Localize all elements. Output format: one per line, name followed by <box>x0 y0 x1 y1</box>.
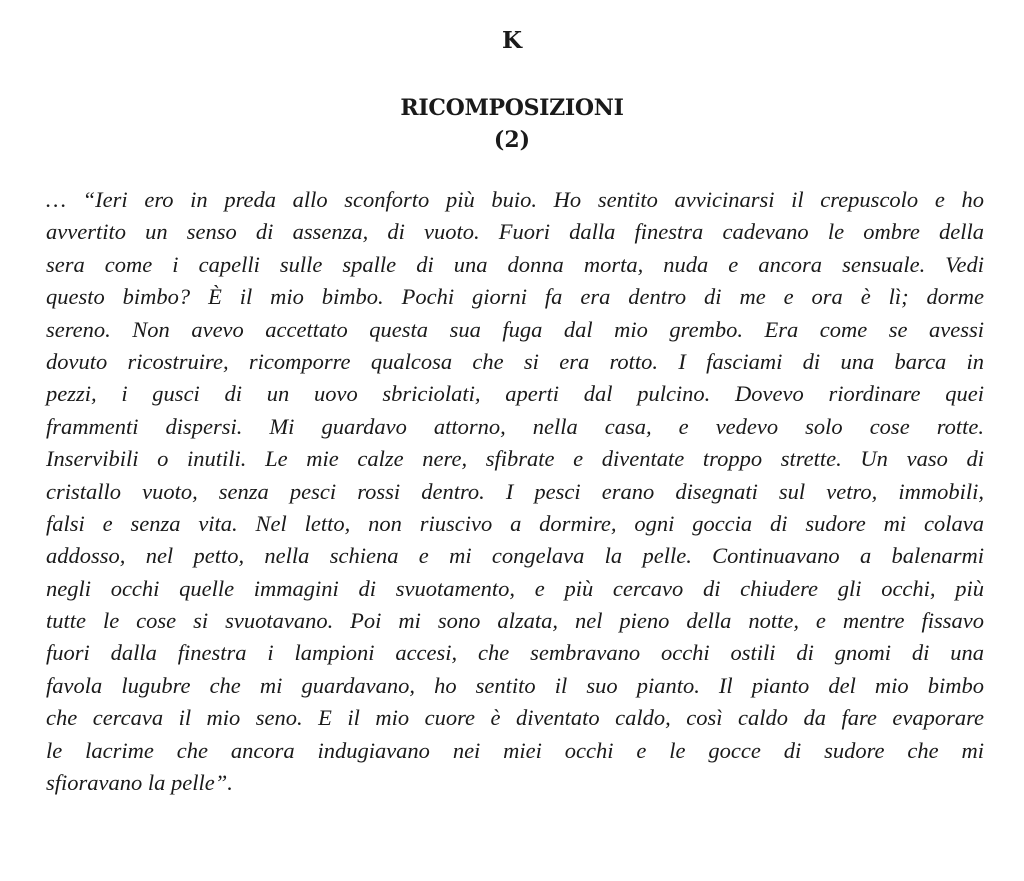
text-line: Inservibili o inutili. Le mie calze nere, sfibrate e diventate troppo strette. Un vaso di <box>46 446 984 472</box>
text-line: che cercava il mio seno. E il mio cuore è diventato caldo, così caldo da fare evaporare <box>46 705 984 731</box>
text-line: frammenti dispersi. Mi guardavo attorno, nella casa, e vedevo solo cose rotte. <box>46 413 984 439</box>
text-line: negli occhi quelle immagini di svuotamento, e più cercavo di chiudere gli occhi, più <box>46 575 984 601</box>
text-line: dovuto ricostruire, ricomporre qualcosa che si era rotto. I fasciami di una barca in <box>46 348 984 374</box>
text-line: sera come i capelli sulle spalle di una donna morta, nuda e ancora sensuale. Vedi <box>46 251 984 277</box>
text-line: cristallo vuoto, senza pesci rossi dentro. I pesci erano disegnati sul vetro, immobili, <box>46 478 984 504</box>
text-line: … “Ieri ero in preda allo sconforto più buio. Ho sentito avvicinarsi il crepuscolo e ho <box>46 187 984 212</box>
chapter-title: RICOMPOSIZIONI <box>400 95 624 121</box>
text-line: falsi e senza vita. Nel letto, non riuscivo a dormire, ogni goccia di sudore mi colava <box>46 510 984 536</box>
chapter-letter: K <box>502 27 522 54</box>
text-line: avvertito un senso di assenza, di vuoto. Fuori dalla finestra cadevano le ombre della <box>46 219 984 245</box>
text-line: favola lugubre che mi guardavano, ho sentito il suo pianto. Il pianto del mio bimbo <box>46 672 984 698</box>
text-line: questo bimbo? È il mio bimbo. Pochi giorni fa era dentro di me e ora è lì; dorme <box>46 284 984 310</box>
text-line: sereno. Non avevo accettato questa sua fuga dal mio grembo. Era come se avessi <box>46 316 984 342</box>
body-paragraph <box>46 184 984 799</box>
chapter-number: (2) <box>493 127 531 153</box>
text-line-last: sfioravano la pelle”. <box>46 770 233 796</box>
text-line: fuori dalla finestra i lampioni accesi, che sembravano occhi ostili di gnomi di una <box>46 640 984 666</box>
text-line: pezzi, i gusci di un uovo sbriciolati, aperti dal pulcino. Dovevo riordinare quei <box>46 381 984 407</box>
text-line: le lacrime che ancora indugiavano nei miei occhi e le gocce di sudore che mi <box>46 737 984 763</box>
text-line: tutte le cose si svuotavano. Poi mi sono alzata, nel pieno della notte, e mentre fissavo <box>46 608 984 634</box>
text-line: addosso, nel petto, nella schiena e mi congelava la pelle. Continuavano a balenarmi <box>46 543 984 569</box>
